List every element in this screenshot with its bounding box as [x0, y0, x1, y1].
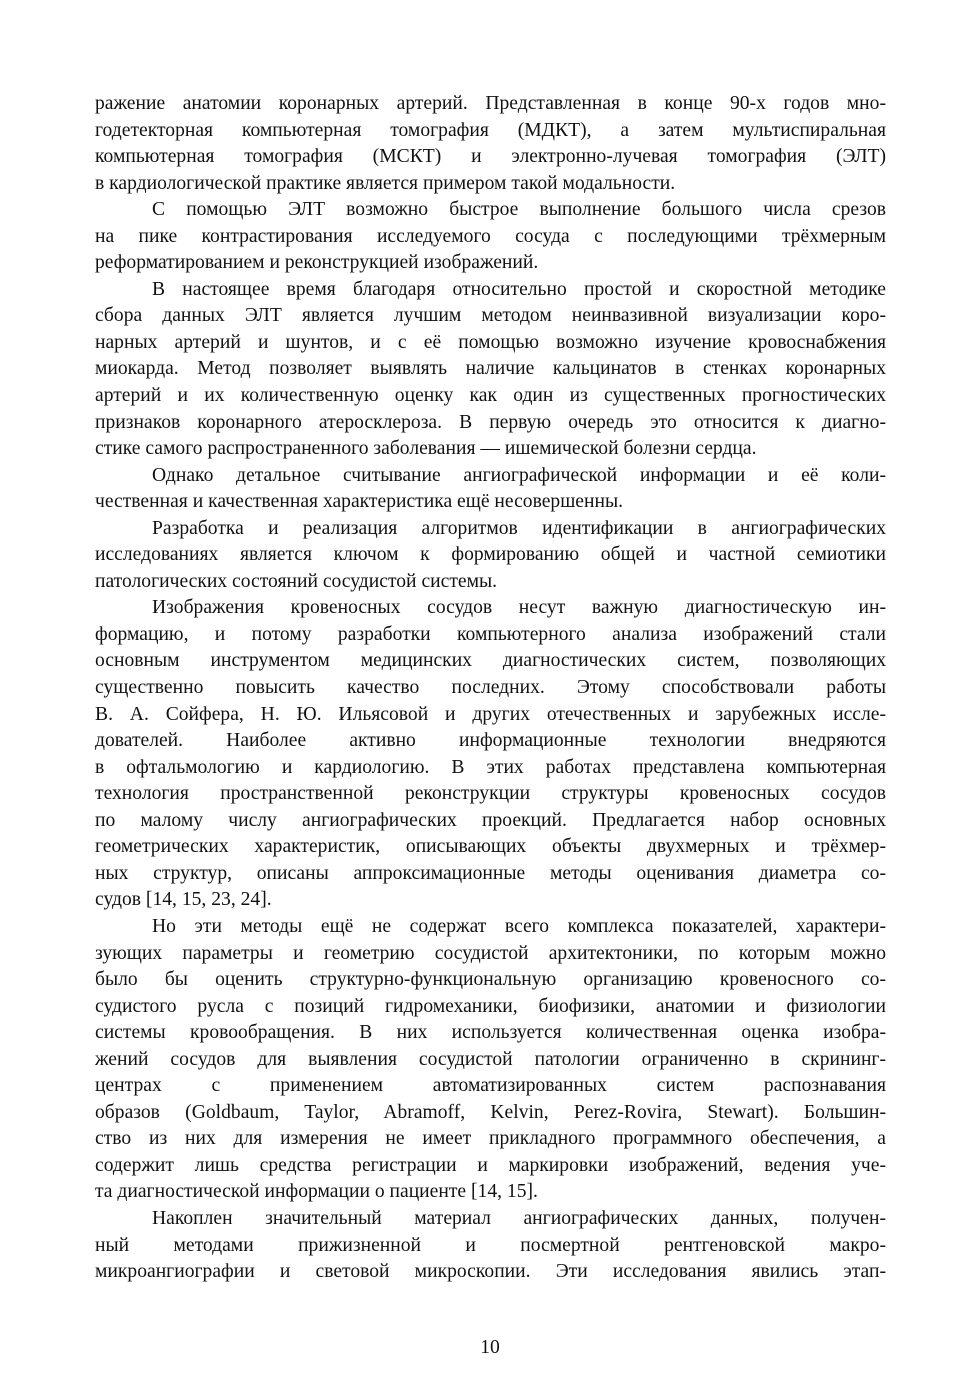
text-line: годетекторная компьютерная томография (МДКТ), а затем мультиспиральная: [95, 119, 886, 141]
text-line: было бы оценить структурно-функциональную организацию кровеносного со-: [95, 969, 886, 991]
text-line: реформатированием и реконструкцией изображений.: [95, 252, 539, 274]
text-line: существенно повысить качество последних. Этому способствовали работы: [95, 677, 886, 699]
text-line: системы кровообращения. В них используется количественная оценка изобра-: [95, 1022, 886, 1044]
text-line: стике самого распространенного заболевания — ишемической болезни сердца.: [95, 438, 757, 460]
text-line: миокарда. Метод позволяет выявлять наличие кальцинатов в стенках коронарных: [95, 358, 886, 380]
text-line: зующих параметры и геометрию сосудистой архитектоники, по которым можно: [95, 942, 886, 964]
text-line: по малому числу ангиографических проекций. Предлагается набор основных: [95, 809, 886, 831]
text-line: сбора данных ЭЛТ является лучшим методом неинвазивной визуализации коро-: [95, 305, 886, 327]
text-line: патологических состояний сосудистой системы.: [95, 570, 498, 592]
text-line: Однако детальное считывание ангиографической информации и её коли-: [152, 464, 886, 486]
text-line: жений сосудов для выявления сосудистой патологии ограниченно в скрининг-: [95, 1048, 886, 1070]
text-line: технология пространственной реконструкции структуры кровеносных сосудов: [95, 783, 886, 805]
text-line: ство из них для измерения не имеет прикладного программного обеспечения, а: [95, 1128, 886, 1150]
text-line: судистого русла с позиций гидромеханики, биофизики, анатомии и физиологии: [95, 995, 886, 1017]
text-line: в офтальмологию и кардиологию. В этих работах представлена компьютерная: [95, 756, 886, 778]
paragraph: [95, 277, 886, 463]
text-line: В настоящее время благодаря относительно простой и скоростной методике: [152, 278, 886, 300]
text-line: геометрических характеристик, описывающих объекты двухмерных и трёхмер-: [95, 836, 886, 858]
text-line: формацию, и потому разработки компьютерного анализа изображений стали: [95, 623, 886, 645]
paragraph: [95, 1206, 886, 1286]
text-line: С помощью ЭЛТ возможно быстрое выполнение большого числа срезов: [152, 199, 886, 221]
text-line: признаков коронарного атеросклероза. В первую очередь это относится к диагно-: [95, 411, 886, 433]
text-line: В. А. Сойфера, Н. Ю. Ильясовой и других отечественных и зарубежных иссле-: [95, 703, 886, 725]
paragraph: [95, 595, 886, 914]
text-line: Разработка и реализация алгоритмов идентификации в ангиографических: [152, 517, 886, 539]
text-line: исследованиях является ключом к формированию общей и частной семиотики: [95, 544, 886, 566]
text-line: Изображения кровеносных сосудов несут важную диагностическую ин-: [152, 597, 886, 619]
text-line: на пике контрастирования исследуемого сосуда с последующими трёхмерным: [95, 225, 886, 247]
text-line: центрах с применением автоматизированных систем распознавания: [95, 1075, 886, 1097]
paragraph: [95, 197, 886, 277]
text-line: образов (Goldbaum, Taylor, Abramoff, Kelvin, Perez-Rovira, Stewart). Большин-: [95, 1101, 886, 1123]
paragraph: [95, 914, 886, 1206]
paragraph: [95, 91, 886, 197]
text-line: микроангиографии и световой микроскопии. Эти исследования явились этап-: [95, 1261, 886, 1283]
text-line: нарных артерий и шунтов, и с её помощью возможно изучение кровоснабжения: [95, 331, 886, 353]
text-line: компьютерная томография (МСКТ) и электронно-лучевая томография (ЭЛТ): [95, 146, 886, 168]
text-line: та диагностической информации о пациенте [14, 15].: [95, 1181, 538, 1203]
text-line: в кардиологической практике является примером такой модальности.: [95, 172, 676, 194]
paragraph: [95, 463, 886, 516]
text-line: дователей. Наиболее активно информационные технологии внедряются: [95, 730, 886, 752]
text-line: содержит лишь средства регистрации и маркировки изображений, ведения уче-: [95, 1154, 886, 1176]
text-line: чественная и качественная характеристика ещё несовершенны.: [95, 491, 624, 513]
text-line: основным инструментом медицинских диагностических систем, позволяющих: [95, 650, 886, 672]
text-line: Но эти методы ещё не содержат всего комплекса показателей, характери-: [152, 915, 886, 937]
text-line: ражение анатомии коронарных артерий. Представленная в конце 90-х годов мно-: [95, 93, 886, 114]
text-line: ный методами прижизненной и посмертной рентгеновской макро-: [95, 1234, 886, 1256]
page-number: 10: [480, 1337, 500, 1358]
text-line: судов [14, 15, 23, 24].: [95, 889, 272, 911]
document-body: [95, 91, 886, 1286]
text-line: артерий и их количественную оценку как один из существенных прогностических: [95, 385, 886, 407]
paragraph: [95, 516, 886, 596]
text-line: Накоплен значительный материал ангиографических данных, получен-: [152, 1207, 886, 1229]
text-line: ных структур, описаны аппроксимационные методы оценивания диаметра со-: [95, 862, 886, 884]
